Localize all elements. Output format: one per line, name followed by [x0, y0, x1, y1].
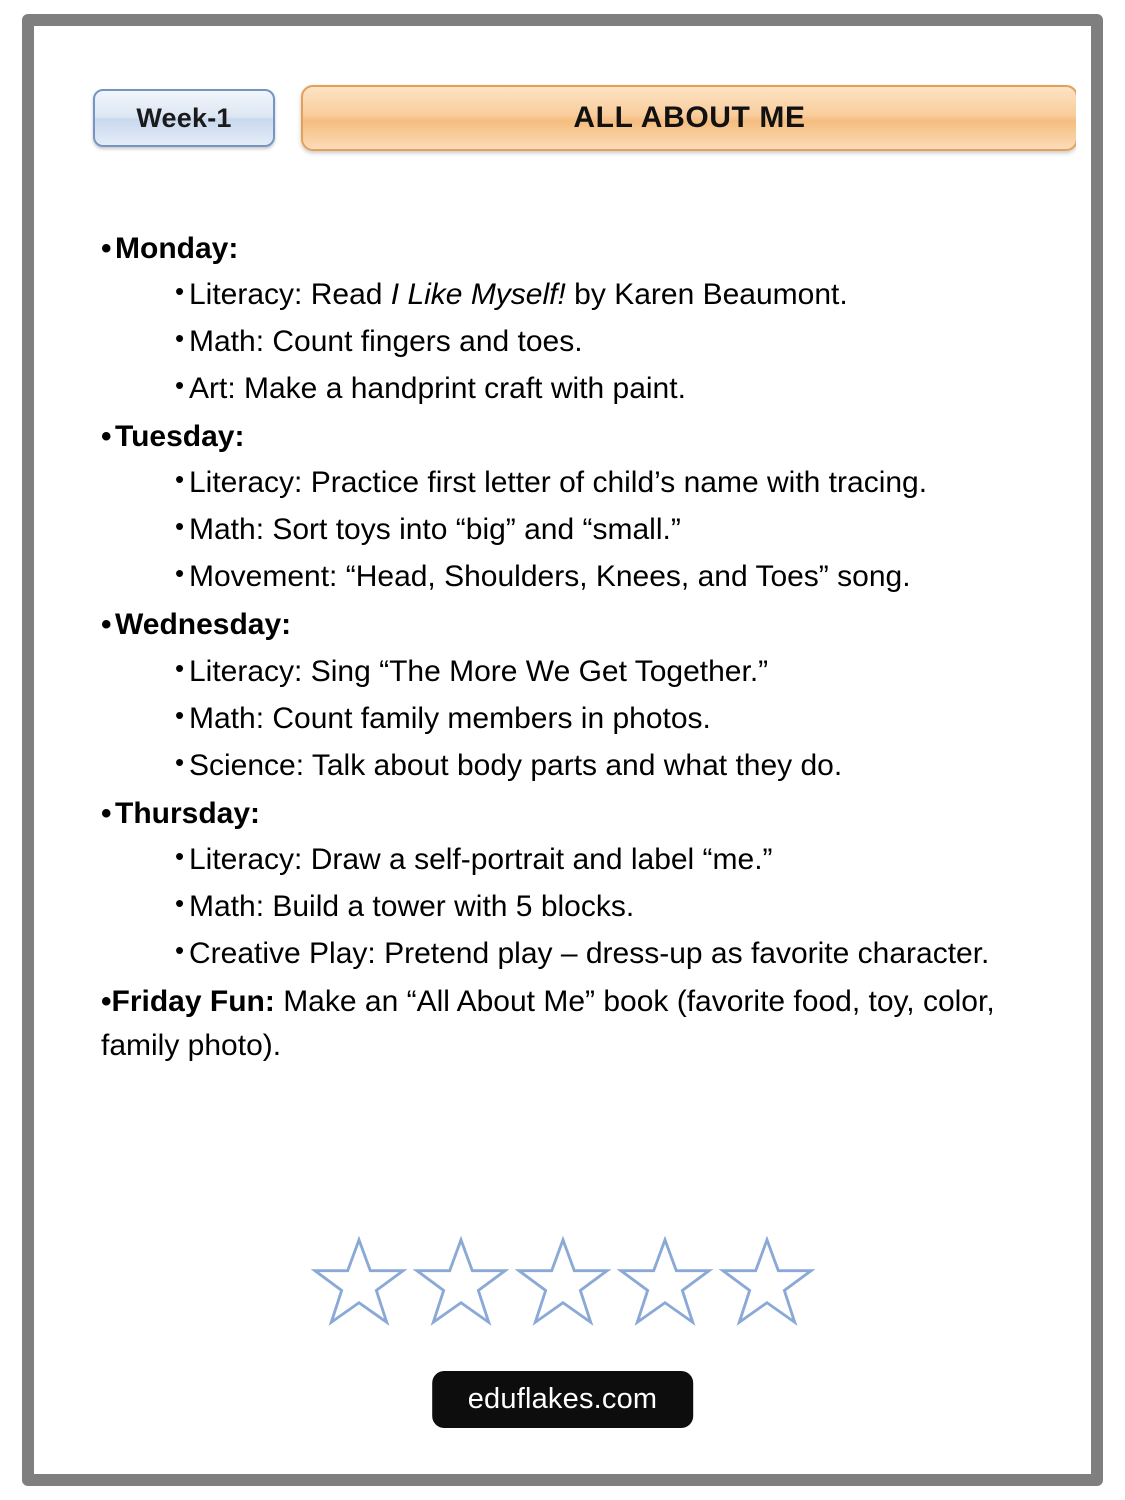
bullet-icon: • — [101, 232, 112, 265]
star-outline-icon[interactable] — [515, 1236, 611, 1328]
page-border-outer — [22, 14, 1103, 1486]
bullet-icon: • — [175, 887, 185, 918]
activity-text: Math: Count family members in photos. — [189, 701, 711, 735]
activity-list — [101, 227, 1036, 1067]
friday-text: Make an “All About Me” book (favorite food, toy, color, family photo). — [101, 984, 995, 1062]
list-item — [101, 649, 1036, 694]
day-heading-thursday — [101, 792, 1036, 835]
activity-text: Math: Build a tower with 5 blocks. — [189, 889, 635, 923]
page-title: ALL ABOUT ME — [573, 101, 806, 134]
day-name: Tuesday: — [115, 420, 245, 454]
site-name: eduflakes.com — [467, 1383, 658, 1415]
activity-text: Literacy: Draw a self-portrait and label “me.” — [189, 842, 773, 876]
list-item — [101, 696, 1036, 741]
friday-label: Friday Fun: — [111, 984, 275, 1018]
bullet-icon: • — [101, 608, 112, 642]
day-name: Wednesday: — [115, 608, 292, 642]
bullet-icon: • — [101, 796, 112, 830]
title-banner — [301, 85, 1078, 151]
list-item — [101, 743, 1036, 788]
friday-fun-line — [101, 980, 1036, 1068]
bullet-icon: • — [175, 934, 185, 965]
header — [49, 41, 1076, 161]
day-heading-monday — [101, 227, 1036, 270]
list-item — [101, 272, 1036, 317]
book-title: I Like Myself! — [390, 278, 566, 312]
activity-text: Movement: “Head, Shoulders, Knees, and Toes” song. — [189, 560, 911, 594]
bullet-icon: • — [175, 370, 185, 401]
page-border-inner — [46, 38, 1079, 1462]
activity-text: Literacy: Sing “The More We Get Together.” — [189, 654, 769, 688]
day-items-wednesday — [101, 649, 1036, 788]
activity-text: Math: Count fingers and toes. — [189, 325, 583, 359]
day-items-tuesday — [101, 460, 1036, 599]
list-item — [101, 366, 1036, 411]
list-item — [101, 554, 1036, 599]
activity-text: Math: Sort toys into “big” and “small.” — [189, 513, 681, 547]
list-item — [101, 884, 1036, 929]
day-name: Thursday: — [115, 796, 261, 830]
bullet-icon: • — [175, 840, 185, 871]
bullet-icon: • — [175, 558, 185, 589]
activity-text: Creative Play: Pretend play – dress-up as favorite character. — [189, 936, 990, 970]
bullet-icon: • — [175, 323, 185, 354]
star-outline-icon[interactable] — [719, 1236, 815, 1328]
week-badge — [93, 89, 275, 147]
week-label: Week-1 — [136, 102, 232, 133]
day-name: Monday: — [115, 232, 239, 265]
list-item — [101, 319, 1036, 364]
list-item — [101, 837, 1036, 882]
bullet-icon: • — [175, 464, 185, 495]
list-item — [101, 507, 1036, 552]
bullet-icon: • — [175, 699, 185, 730]
activity-text: Science: Talk about body parts and what they do. — [189, 748, 843, 782]
star-outline-icon[interactable] — [617, 1236, 713, 1328]
list-item — [101, 931, 1036, 976]
activity-text: Art: Make a handprint craft with paint. — [189, 372, 686, 406]
site-badge — [432, 1371, 694, 1428]
day-items-monday — [101, 272, 1036, 411]
bullet-icon: • — [101, 984, 112, 1018]
activity-text: Literacy: Read I Like Myself! by Karen Beaumont. — [189, 278, 848, 312]
activity-text: Literacy: Practice first letter of child’s name with tracing. — [189, 466, 928, 500]
day-heading-wednesday — [101, 603, 1036, 646]
star-outline-icon[interactable] — [311, 1236, 407, 1328]
rating-stars[interactable] — [49, 1236, 1076, 1328]
bullet-icon: • — [175, 511, 185, 542]
star-outline-icon[interactable] — [413, 1236, 509, 1328]
day-heading-tuesday — [101, 415, 1036, 458]
bullet-icon: • — [175, 746, 185, 777]
bullet-icon: • — [175, 276, 185, 307]
bullet-icon: • — [101, 420, 112, 454]
list-item — [101, 460, 1036, 505]
bullet-icon: • — [175, 652, 185, 683]
day-items-thursday — [101, 837, 1036, 976]
